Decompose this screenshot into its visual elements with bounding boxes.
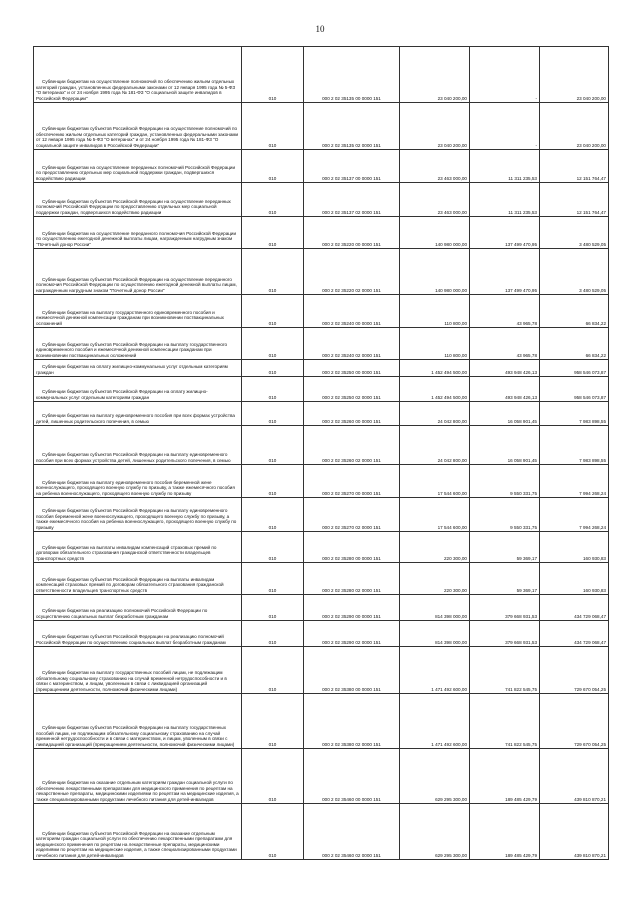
row-planned-amount: 1 452 494 500,00	[400, 360, 470, 377]
table-row	[34, 532, 609, 563]
row-kbk: 000 2 02 35380 00 0000 151	[304, 647, 400, 694]
row-code: 010	[242, 804, 304, 860]
row-planned-amount: 23 040 200,00	[400, 103, 470, 150]
row-executed-amount: 189 485 429,79	[470, 804, 540, 860]
row-executed-amount: 59 369,17	[470, 563, 540, 595]
row-name: Субвенции бюджетам субъектов Российской Федерации на выплаты инвалидам компенсаций страховых премий по договорам обязательного страхования гражданской ответственности владельцев транспортных средств	[34, 563, 242, 595]
row-executed-amount: 11 311 235,53	[470, 150, 540, 183]
table-row	[34, 377, 609, 402]
row-kbk: 000 2 02 35137 00 0000 151	[304, 150, 400, 183]
row-code: 010	[242, 426, 304, 465]
row-name: Субвенции бюджетам субъектов Российской Федерации на оказание отдельным категориям граждан социальной услуги по обеспечению лекарственными препаратами для медицинского применения по рецептам на лекарственные препараты, медицинскими изделиями по рецептам на медицинские изделия, а также специализированными продуктами лечебного питания для детей-инвалидов	[34, 804, 242, 860]
row-remaining-amount: 160 930,83	[540, 532, 609, 563]
table-row	[34, 328, 609, 360]
row-remaining-amount: 12 151 764,47	[540, 183, 609, 217]
table-row	[34, 183, 609, 217]
row-name: Субвенции бюджетам субъектов Российской Федерации на оплату жилищно-коммунальных услуг отдельным категориям граждан	[34, 377, 242, 402]
row-kbk: 000 2 02 35460 02 0000 151	[304, 804, 400, 860]
row-name: Субвенции бюджетам на осуществление переданного полномочия Российской Федерации по осуществлению ежегодной денежной выплаты лицам, награжденным нагрудным знаком "Почетный донор России"	[34, 217, 242, 249]
row-kbk: 000 2 02 35290 00 0000 151	[304, 595, 400, 621]
row-remaining-amount: 434 729 068,47	[540, 621, 609, 647]
row-code: 010	[242, 647, 304, 694]
row-kbk: 000 2 02 35260 00 0000 151	[304, 402, 400, 426]
row-remaining-amount: 439 810 870,21	[540, 804, 609, 860]
row-code: 010	[242, 150, 304, 183]
row-executed-amount: 379 668 931,53	[470, 621, 540, 647]
row-executed-amount: 189 485 429,79	[470, 749, 540, 804]
row-name: Субвенции бюджетам субъектов Российской Федерации на реализацию полномочий Российской Федерации по осуществлению социальных выплат безработным гражданам	[34, 621, 242, 647]
row-executed-amount: 43 965,78	[470, 295, 540, 328]
row-planned-amount: 24 042 800,00	[400, 426, 470, 465]
row-code: 010	[242, 465, 304, 498]
row-planned-amount: 17 544 600,00	[400, 498, 470, 532]
page-number: 10	[315, 24, 325, 34]
row-name: Субвенции бюджетам субъектов Российской Федерации на выплату государственного единовременного пособия и ежемесячной денежной компенсации гражданам при возникновении поствакцинальных осложнений	[34, 328, 242, 360]
row-kbk: 000 2 02 35135 02 0000 151	[304, 103, 400, 150]
row-code: 010	[242, 498, 304, 532]
row-kbk: 000 2 02 35270 00 0000 151	[304, 465, 400, 498]
row-executed-amount: 43 965,78	[470, 328, 540, 360]
row-executed-amount: 379 668 931,53	[470, 595, 540, 621]
table-row	[34, 360, 609, 377]
row-remaining-amount: 7 983 898,55	[540, 426, 609, 465]
row-remaining-amount: 3 480 529,05	[540, 217, 609, 249]
row-planned-amount: 23 463 000,00	[400, 183, 470, 217]
row-name: Субвенции бюджетам на выплату государственных пособий лицам, не подлежащим обязательному социальному страхованию на случай временной нетрудоспособности и в связи с материнством, и лицам, уволенным в связи с ликвидацией организаций (прекращением деятельности, полномочий физическими лицами)	[34, 647, 242, 694]
row-name: Субвенции бюджетам на осуществление переданных полномочий Российской Федерации по предоставлению отдельных мер социальной поддержки граждан, подвергшихся воздействию радиации	[34, 150, 242, 183]
row-name: Субвенции бюджетам субъектов Российской Федерации на выплату государственных пособий лицам, не подлежащим обязательному социальному страхованию на случай временной нетрудоспособности и в связи с материнством, и лицам, уволенным в связи с ликвидацией организаций (прекращением деятельности, полномочий физическими лицами)	[34, 694, 242, 749]
row-code: 010	[242, 532, 304, 563]
row-remaining-amount: 66 834,22	[540, 295, 609, 328]
row-remaining-amount: 23 040 200,00	[540, 47, 609, 103]
row-planned-amount: 110 800,00	[400, 328, 470, 360]
row-remaining-amount: 7 994 268,24	[540, 465, 609, 498]
row-code: 010	[242, 47, 304, 103]
row-name: Субвенции бюджетам на осуществление полномочий по обеспечению жильем отдельных категорий граждан, установленных федеральными законами от 12 января 1995 года № 5-ФЗ "О ветеранах" и от 24 ноября 1995 года № 181-ФЗ "О социальной защите инвалидов в Российской Федерации"	[34, 47, 242, 103]
row-planned-amount: 814 398 000,00	[400, 621, 470, 647]
row-planned-amount: 1 471 492 600,00	[400, 647, 470, 694]
row-kbk: 000 2 02 35270 02 0000 151	[304, 498, 400, 532]
row-kbk: 000 2 02 35220 02 0000 151	[304, 249, 400, 295]
table-row	[34, 249, 609, 295]
row-remaining-amount: 958 546 073,87	[540, 360, 609, 377]
table-body	[34, 47, 609, 860]
row-planned-amount: 629 295 300,00	[400, 749, 470, 804]
row-remaining-amount: 12 151 764,47	[540, 150, 609, 183]
row-executed-amount: 741 822 545,75	[470, 647, 540, 694]
row-code: 010	[242, 249, 304, 295]
table-row	[34, 103, 609, 150]
row-planned-amount: 23 463 000,00	[400, 150, 470, 183]
row-kbk: 000 2 02 35137 02 0000 151	[304, 183, 400, 217]
table-row	[34, 426, 609, 465]
row-planned-amount: 23 040 200,00	[400, 47, 470, 103]
row-code: 010	[242, 217, 304, 249]
row-name: Субвенции бюджетам на выплаты инвалидам компенсаций страховых премий по договорам обязательного страхования гражданской ответственности владельцев транспортных средств	[34, 532, 242, 563]
row-name: Субвенции бюджетам субъектов Российской Федерации на выплату единовременного пособия беременной жене военнослужащего, проходящего военную службу по призыву, а также ежемесячного пособия на ребенка военнослужащего, проходящего военную службу по призыву	[34, 498, 242, 532]
row-remaining-amount: 434 729 068,47	[540, 595, 609, 621]
table-row	[34, 563, 609, 595]
row-code: 010	[242, 563, 304, 595]
row-code: 010	[242, 328, 304, 360]
table-row	[34, 465, 609, 498]
row-remaining-amount: 439 810 870,21	[540, 749, 609, 804]
row-remaining-amount: 66 834,22	[540, 328, 609, 360]
row-name: Субвенции бюджетам на выплату единовременного пособия при всех формах устройства детей, лишенных родительского попечения, в семью	[34, 402, 242, 426]
row-code: 010	[242, 295, 304, 328]
row-executed-amount: 9 550 331,75	[470, 498, 540, 532]
row-executed-amount: 11 311 235,53	[470, 183, 540, 217]
row-kbk: 000 2 02 35240 00 0000 151	[304, 295, 400, 328]
row-code: 010	[242, 377, 304, 402]
row-remaining-amount: 7 994 268,24	[540, 498, 609, 532]
row-name: Субвенции бюджетам на выплату единовременного пособия беременной жене военнослужащего, проходящего военную службу по призыву, а также ежемесячного пособия на ребенка военнослужащего, проходящего военную службу по призыву	[34, 465, 242, 498]
row-code: 010	[242, 360, 304, 377]
row-kbk: 000 2 02 35135 00 0000 151	[304, 47, 400, 103]
row-executed-amount: -	[470, 47, 540, 103]
table-row	[34, 595, 609, 621]
row-name: Субвенции бюджетам субъектов Российской Федерации на осуществление переданных полномочий Российской Федерации по предоставлению отдельных мер социальной поддержки граждан, подвергшихся воздействию радиации	[34, 183, 242, 217]
row-name: Субвенции бюджетам субъектов Российской Федерации на осуществление полномочий по обеспечению жильем отдельных категорий граждан, установленных федеральными законами от 12 января 1995 года № 5-ФЗ "О ветеранах" и от 24 ноября 1995 года № 181-ФЗ "О социальной защите инвалидов в Российской Федерации"	[34, 103, 242, 150]
row-planned-amount: 1 452 494 500,00	[400, 377, 470, 402]
row-kbk: 000 2 02 35280 02 0000 151	[304, 563, 400, 595]
row-executed-amount: 137 499 470,95	[470, 249, 540, 295]
row-planned-amount: 140 980 000,00	[400, 217, 470, 249]
budget-table	[33, 46, 609, 860]
table-row	[34, 402, 609, 426]
row-executed-amount: 59 369,17	[470, 532, 540, 563]
row-kbk: 000 2 02 35260 02 0000 151	[304, 426, 400, 465]
row-kbk: 000 2 02 35460 00 0000 151	[304, 749, 400, 804]
row-code: 010	[242, 694, 304, 749]
table-row	[34, 498, 609, 532]
row-executed-amount: 9 550 331,75	[470, 465, 540, 498]
row-executed-amount: 493 948 426,13	[470, 360, 540, 377]
row-executed-amount: 493 948 426,13	[470, 377, 540, 402]
row-kbk: 000 2 02 35220 00 0000 151	[304, 217, 400, 249]
table-row	[34, 217, 609, 249]
row-name: Субвенции бюджетам на выплату государственного единовременного пособия и ежемесячной денежной компенсации гражданам при возникновении поствакцинальных осложнений	[34, 295, 242, 328]
row-name: Субвенции бюджетам на реализацию полномочий Российской Федерации по осуществлению социальных выплат безработным гражданам	[34, 595, 242, 621]
table-row	[34, 295, 609, 328]
row-kbk: 000 2 02 35290 02 0000 151	[304, 621, 400, 647]
row-code: 010	[242, 183, 304, 217]
table-row	[34, 694, 609, 749]
row-planned-amount: 629 295 300,00	[400, 804, 470, 860]
row-planned-amount: 814 398 000,00	[400, 595, 470, 621]
row-name: Субвенции бюджетам на оплату жилищно-коммунальных услуг отдельным категориям граждан	[34, 360, 242, 377]
row-planned-amount: 24 042 800,00	[400, 402, 470, 426]
row-remaining-amount: 160 930,83	[540, 563, 609, 595]
row-remaining-amount: 958 546 073,87	[540, 377, 609, 402]
row-kbk: 000 2 02 35250 02 0000 151	[304, 377, 400, 402]
table-row	[34, 150, 609, 183]
table-row	[34, 749, 609, 804]
row-executed-amount: 741 822 545,75	[470, 694, 540, 749]
row-kbk: 000 2 02 35240 02 0000 151	[304, 328, 400, 360]
row-kbk: 000 2 02 35250 00 0000 151	[304, 360, 400, 377]
row-planned-amount: 140 980 000,00	[400, 249, 470, 295]
table-row	[34, 621, 609, 647]
row-executed-amount: 16 058 901,45	[470, 426, 540, 465]
row-remaining-amount: 729 670 054,25	[540, 647, 609, 694]
row-executed-amount: 16 058 901,45	[470, 402, 540, 426]
row-remaining-amount: 729 670 054,25	[540, 694, 609, 749]
table-row	[34, 804, 609, 860]
row-name: Субвенции бюджетам субъектов Российской Федерации на выплату единовременного пособия при всех формах устройства детей, лишенных родительского попечения, в семью	[34, 426, 242, 465]
row-planned-amount: 110 800,00	[400, 295, 470, 328]
row-remaining-amount: 23 040 200,00	[540, 103, 609, 150]
row-planned-amount: 17 544 600,00	[400, 465, 470, 498]
row-remaining-amount: 7 983 898,55	[540, 402, 609, 426]
table-row	[34, 647, 609, 694]
row-remaining-amount: 3 480 529,05	[540, 249, 609, 295]
table-row	[34, 47, 609, 103]
row-code: 010	[242, 595, 304, 621]
row-planned-amount: 1 471 492 600,00	[400, 694, 470, 749]
row-name: Субвенции бюджетам на оказание отдельным категориям граждан социальной услуги по обеспечению лекарственными препаратами для медицинского применения по рецептам на лекарственные препараты, медицинскими изделиями по рецептам на медицинские изделия, а также специализированными продуктами лечебного питания для детей-инвалидов	[34, 749, 242, 804]
row-code: 010	[242, 749, 304, 804]
row-code: 010	[242, 402, 304, 426]
row-kbk: 000 2 02 35380 02 0000 151	[304, 694, 400, 749]
row-executed-amount: 137 499 470,95	[470, 217, 540, 249]
row-code: 010	[242, 621, 304, 647]
row-name: Субвенции бюджетам субъектов Российской Федерации на осуществление переданного полномочия Российской Федерации по осуществлению ежегодной денежной выплаты лицам, награжденным нагрудным знаком "Почетный донор России"	[34, 249, 242, 295]
row-kbk: 000 2 02 35280 00 0000 151	[304, 532, 400, 563]
row-planned-amount: 220 300,00	[400, 563, 470, 595]
row-code: 010	[242, 103, 304, 150]
row-executed-amount: -	[470, 103, 540, 150]
row-planned-amount: 220 300,00	[400, 532, 470, 563]
